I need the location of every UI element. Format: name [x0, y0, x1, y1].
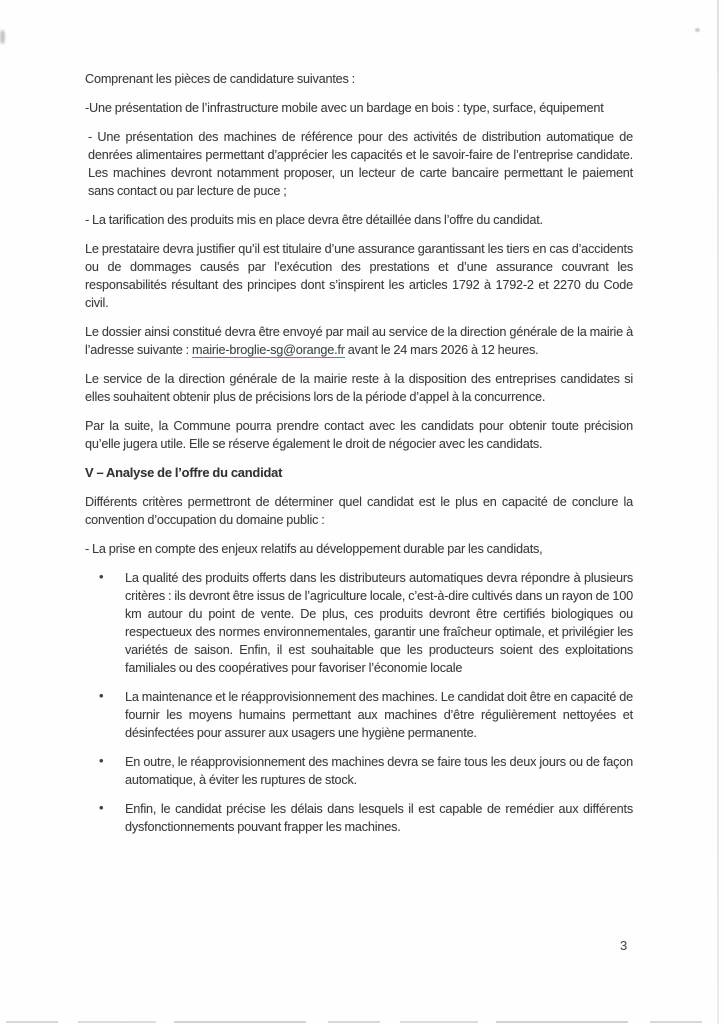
scan-bottom-line: [6, 1021, 712, 1023]
list-item-qualite: [85, 569, 633, 677]
paragraph-tarification: - La tarification des produits mis en place devra être détaillée dans l’offre du candidat.: [85, 213, 543, 227]
email-link[interactable]: mairie-broglie-sg@orange.fr: [192, 343, 345, 357]
bullet-icon: •: [99, 753, 104, 768]
list-item-maintenance: [85, 688, 633, 742]
section-heading-analyse: V – Analyse de l’offre du candidat: [85, 465, 283, 480]
list-item-text: En outre, le réapprovisionnement des machines devra se faire tous les deux jours ou de façon automatique, à éviter les ruptures de stock.: [125, 755, 633, 787]
page-number: 3: [620, 938, 628, 953]
paragraph-developpement-durable: - La prise en compte des enjeux relatifs au développement durable par les candidats,: [85, 542, 543, 556]
list-item-text: La maintenance et le réapprovisionnement des machines. Le candidat doit être en capacité de fournir les moyens humains permettant aux machines d’être régulièrement nettoyées et désinfectées pour assurer aux usagers une hygiène permanente.: [125, 690, 633, 740]
paragraph-infrastructure: -Une présentation de l’infrastructure mobile avec un bardage en bois : type, surface, équipement: [85, 101, 604, 115]
paragraph-assurance: Le prestataire devra justifier qu’il est titulaire d’une assurance garantissant les tiers en cas d’accidents ou de dommages causés par l’exécution des prestations et d’une assurance couvrant les responsabilités résultant des principes dont s’inspirent les articles 1792 à 1792-2 et 2270 du Code civil.: [85, 242, 633, 310]
list-item-text: La qualité des produits offerts dans les distributeurs automatiques devra répondre à plusieurs critères : ils devront être issus de l’agriculture locale, c’est-à-dire cultivés dans un rayon de 100 km autour du point de vente. De plus, ces produits devront être certifiés biologiques ou respectueux des normes environnementales, garantir une fraîcheur optimale, et privilégier les variétés de saison. Enfin, il est souhaitable que les producteurs soient des exploitations familiales ou des coopératives pour favoriser l’économie locale: [125, 571, 633, 675]
list-item-text: Enfin, le candidat précise les délais dans lesquels il est capable de remédier aux différents dysfonctionnements pouvant frapper les machines.: [125, 802, 633, 834]
list-item-reapprovisionnement: [85, 753, 633, 789]
scan-artifact-dot: [695, 28, 700, 32]
bullet-icon: •: [99, 688, 104, 703]
dossier-text-before: Le dossier ainsi constitué devra être envoyé par mail au service de la direction générale de la mairie à l’adresse suivante :: [85, 325, 633, 357]
dossier-text-after: avant le 24 mars 2026 à 12 heures.: [344, 343, 539, 357]
scan-edge-line: [717, 0, 719, 1024]
paragraph-machines: - Une présentation des machines de référence pour des activités de distribution automatique de denrées alimentaires permettant d’apprécier les capacités et le savoir-faire de l’entreprise candidate. Les machines devront notamment proposer, un lecteur de carte bancaire permettant le paiement sans contact ou par lecture de puce ;: [88, 130, 633, 198]
bullet-icon: •: [99, 569, 104, 584]
criteria-list: [85, 569, 633, 836]
paragraph-criteres: Différents critères permettront de déterminer quel candidat est le plus en capacité de conclure la convention d’occupation du domaine public :: [85, 495, 633, 527]
list-item-delais: [85, 800, 633, 836]
scan-artifact-speck: [0, 30, 5, 44]
paragraph-dossier: [85, 323, 633, 359]
paragraph-service: Le service de la direction générale de la mairie reste à la disposition des entreprises candidates si elles souhaitent obtenir plus de précisions lors de la période d’appel à la concurrence.: [85, 372, 633, 404]
paragraph-suite: Par la suite, la Commune pourra prendre contact avec les candidats pour obtenir toute précision qu’elle jugera utile. Elle se réserve également le droit de négocier avec les candidats.: [85, 419, 633, 451]
document-body: [85, 70, 633, 847]
bullet-icon: •: [99, 800, 104, 815]
paragraph-intro: Comprenant les pièces de candidature suivantes :: [85, 72, 356, 86]
